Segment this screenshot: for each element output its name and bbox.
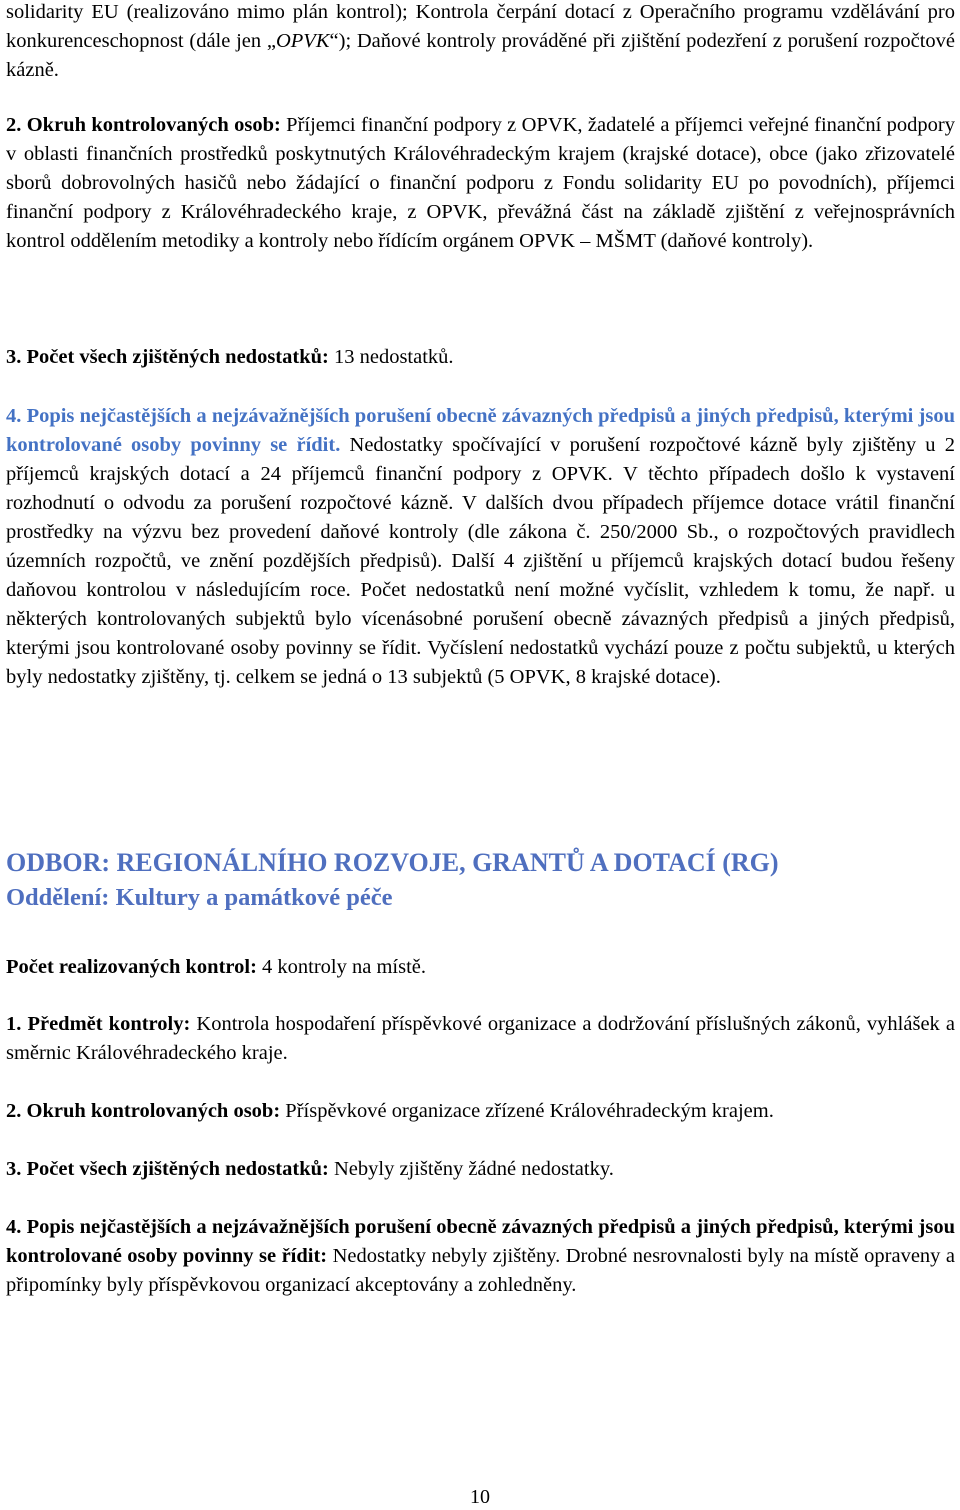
section2-item2-text: Příspěvkové organizace zřízené Královéhradeckým krajem. xyxy=(280,1100,774,1122)
section2-count-text: 4 kontroly na místě. xyxy=(256,956,427,978)
section1-item2 xyxy=(6,111,955,256)
section2-item4 xyxy=(6,1213,955,1300)
section1-item4 xyxy=(6,402,955,692)
section2-count xyxy=(6,953,955,982)
section2-item2-label: 2. Okruh kontrolovaných osob: xyxy=(6,1100,281,1122)
section2-item4-text: Nedostatky nebyly zjištěny. Drobné nesrovnalosti byly na místě opraveny a připomínky byly příspěvkovou organizací akceptovány a zohledněny. xyxy=(6,1245,956,1296)
section1-item4-text: Nedostatky spočívající v porušení rozpočtové kázně byly zjištěny u 2 příjemců krajských dotací a 24 příjemců finanční podpory z OPVK. V těchto případech došlo k vystavení rozhodnutí o odvodu za porušení rozpočtové kázně. V dalších dvou případech příjemce dotace vrátil finanční prostředky na výzvu bez provedení daňové kontroly (dle zákona č. 250/2000 Sb., o rozpočtových pravidlech územních rozpočtů, ve znění pozdějších předpisů). Další 4 zjištění u příjemců krajských dotací budou řešeny daňovou kontrolou v následujícím roce. Počet nedostatků není možné vyčíslit, vzhledem k tomu, že např. u některých kontrolovaných subjektů bylo vícenásobné porušení obecně závazných předpisů a jiných předpisů, kterými jsou kontrolované osoby povinny se řídit. Vyčíslení nedostatků vychází pouze z počtu subjektů, u kterých byly nedostatky zjištěny, tj. celkem se jedná o 13 subjektů (5 OPVK, 8 krajské dotace). xyxy=(6,434,955,688)
section1-item3-text: 13 nedostatků. xyxy=(328,346,454,368)
section2-item3-text: Nebyly zjištěny žádné nedostatky. xyxy=(328,1158,614,1180)
section2-count-label: Počet realizovaných kontrol: xyxy=(6,956,257,978)
section2-item4-label: 4. Popis nejčastějších a nejzávažnějších porušení obecně závazných předpisů a jiných předpisů, kterými jsou kontrolované osoby povinny se řídit: xyxy=(6,1216,955,1267)
section2-item1 xyxy=(6,1010,955,1068)
section2-item1-label: 1. Předmět kontroly: xyxy=(6,1013,191,1035)
intro-text: solidarity EU (realizováno mimo plán kontrol); Kontrola čerpání dotací z Operačního programu vzdělávání pro konkurenceschopnost (dále jen „ xyxy=(6,1,955,52)
section2-item2 xyxy=(6,1097,955,1126)
section1-item3-label: 3. Počet všech zjištěných nedostatků: xyxy=(6,346,329,368)
section1-item2-label: 2. Okruh kontrolovaných osob: xyxy=(6,114,281,136)
oddeleni-title: Oddělení: Kultury a památkové péče xyxy=(6,884,393,911)
section1-item3 xyxy=(6,343,955,372)
section2-item1-text: Kontrola hospodaření příspěvkové organizace a dodržování příslušných zákonů, vyhlášek a směrnic Královéhradeckého kraje. xyxy=(6,1013,955,1064)
intro-paragraph xyxy=(6,0,955,85)
intro-italic: OPVK xyxy=(275,30,330,52)
section1-item4-label: 4. Popis nejčastějších a nejzávažnějších porušení obecně závazných předpisů a jiných předpisů, kterými jsou kontrolované osoby povinny se řídit. xyxy=(6,405,955,456)
intro-text-end: “); Daňové kontroly prováděné při zjištění podezření z porušení rozpočtové kázně. xyxy=(6,30,955,81)
odbor-title: ODBOR: REGIONÁLNÍHO ROZVOJE, GRANTŮ A DOTACÍ (RG) xyxy=(6,848,779,877)
section2-item3-label: 3. Počet všech zjištěných nedostatků: xyxy=(6,1158,329,1180)
page-number: 10 xyxy=(470,1486,490,1508)
section1-item2-text: Příjemci finanční podpory z OPVK, žadatelé a příjemci veřejné finanční podpory v oblasti finančních prostředků poskytnutých Královéhradeckým krajem (krajské dotace), obce (jako zřizovatelé sborů dobrovolných hasičů nebo žádající o finanční podporu z Fondu solidarity EU po povodních), příjemci finanční podpory z Královéhradeckého kraje, z OPVK, převážná část na základě zjištění z veřejnosprávních kontrol oddělením metodiky a kontroly nebo řídícím orgánem OPVK – MŠMT (daňové kontroly). xyxy=(6,114,955,252)
section2-item3 xyxy=(6,1155,955,1184)
department-heading xyxy=(6,845,955,914)
